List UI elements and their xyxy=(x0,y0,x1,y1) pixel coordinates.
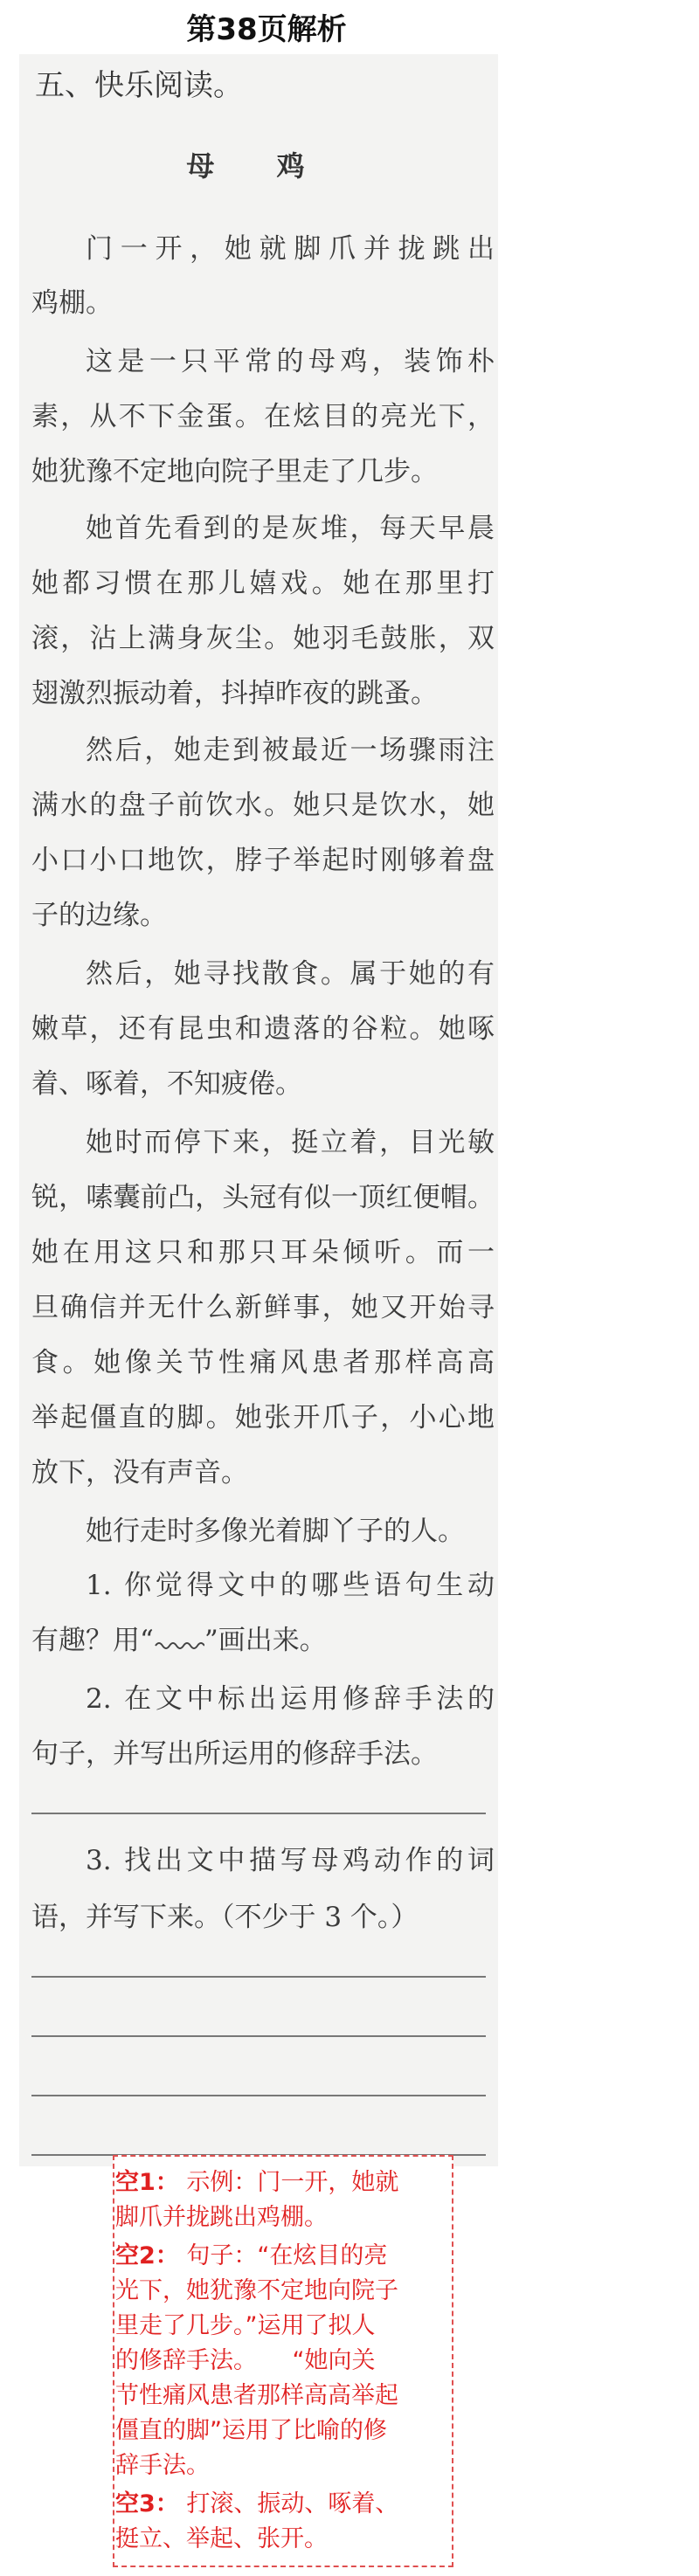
story-line: 子的边缘。 xyxy=(31,900,167,931)
story-line: 然后，她寻找散食。属于她的有 xyxy=(86,958,495,990)
answer-line: 的修辞手法。 “她向关 xyxy=(115,2347,376,2374)
story-line: 滚，沾上满身灰尘。她羽毛鼓胀，双 xyxy=(31,623,495,654)
answer-2: 空2： 句子：“在炫目的亮 xyxy=(115,2242,388,2269)
answer-line: 脚爪并拢跳出鸡棚。 xyxy=(115,2204,328,2231)
story-line: 她在用这只和那只耳朵倾听。而一 xyxy=(31,1237,495,1268)
story-line: 嫩草，还有昆虫和遗落的谷粒。她啄 xyxy=(31,1013,495,1045)
story-line: 满水的盘子前饮水。她只是饮水，她 xyxy=(31,790,495,821)
story-line: 门一开，她就脚爪并拢跳出 xyxy=(86,233,495,265)
question-1-line: 有趣？用“ ”画出来。 xyxy=(31,1625,327,1656)
answer-line: 里走了几步。”运用了拟人 xyxy=(115,2312,376,2339)
story-line: 她时而停下来，挺立着，目光敏 xyxy=(86,1127,495,1158)
section-heading: 五、快乐阅读。 xyxy=(35,68,243,103)
answer-line: 光下，她犹豫不定地向院子 xyxy=(115,2277,398,2304)
story-line: 锐，嗉囊前凸，头冠有似一顶红便帽。 xyxy=(31,1182,495,1213)
story-title: 母 鸡 xyxy=(186,149,331,183)
story-line: 她首先看到的是灰堆，每天早晨 xyxy=(86,513,495,544)
wavy-underline-icon xyxy=(154,1640,204,1651)
story-line: 翅激烈振动着，抖掉昨夜的跳蚤。 xyxy=(31,678,438,709)
story-line: 她都习惯在那儿嬉戏。她在那里打 xyxy=(31,568,495,599)
story-line: 举起僵直的脚。她张开爪子，小心地 xyxy=(31,1402,495,1433)
story-line: 着、啄着，不知疲倦。 xyxy=(31,1068,302,1100)
story-line: 旦确信并无什么新鲜事，她又开始寻 xyxy=(31,1292,495,1323)
story-line: 食。她像关节性痛风患者那样高高 xyxy=(31,1347,495,1378)
answer-blank-line[interactable] xyxy=(31,1976,486,1978)
story-line: 这是一只平常的母鸡，装饰朴 xyxy=(86,346,495,377)
question-2-line: 2. 在文中标出运用修辞手法的 xyxy=(86,1683,495,1715)
answer-blank-line[interactable] xyxy=(31,1813,486,1814)
question-2-line: 句子，并写出所运用的修辞手法。 xyxy=(31,1738,438,1770)
answer-line: 僵直的脚”运用了比喻的修 xyxy=(115,2417,387,2444)
question-1-line: 1. 你觉得文中的哪些语句生动 xyxy=(86,1570,495,1601)
story-line: 放下，没有声音。 xyxy=(31,1457,248,1488)
answer-3: 空3： 打滚、振动、啄着、 xyxy=(115,2490,399,2517)
question-3-line: 语，并写下来。（不少于 3 个。） xyxy=(31,1902,419,1933)
answer-line: 辞手法。 xyxy=(115,2452,210,2479)
story-line: 小口小口地饮，脖子举起时刚够着盘 xyxy=(31,845,495,876)
answer-blank-line[interactable] xyxy=(31,2095,486,2096)
answer-line: 挺立、举起、张开。 xyxy=(115,2525,328,2552)
page-title: 第38页解析 xyxy=(186,12,347,47)
story-line: 她犹豫不定地向院子里走了几步。 xyxy=(31,456,438,487)
story-line: 她行走时多像光着脚丫子的人。 xyxy=(86,1516,465,1547)
question-3-line: 3. 找出文中描写母鸡动作的词 xyxy=(86,1845,495,1876)
story-line: 鸡棚。 xyxy=(31,287,113,319)
story-line: 然后，她走到被最近一场骤雨注 xyxy=(86,735,495,766)
answer-blank-line[interactable] xyxy=(31,2035,486,2037)
answer-line: 节性痛风患者那样高高举起 xyxy=(115,2382,398,2409)
story-line: 素，从不下金蛋。在炫目的亮光下， xyxy=(31,401,495,432)
answer-1: 空1： 示例：门一开，她就 xyxy=(115,2169,399,2196)
